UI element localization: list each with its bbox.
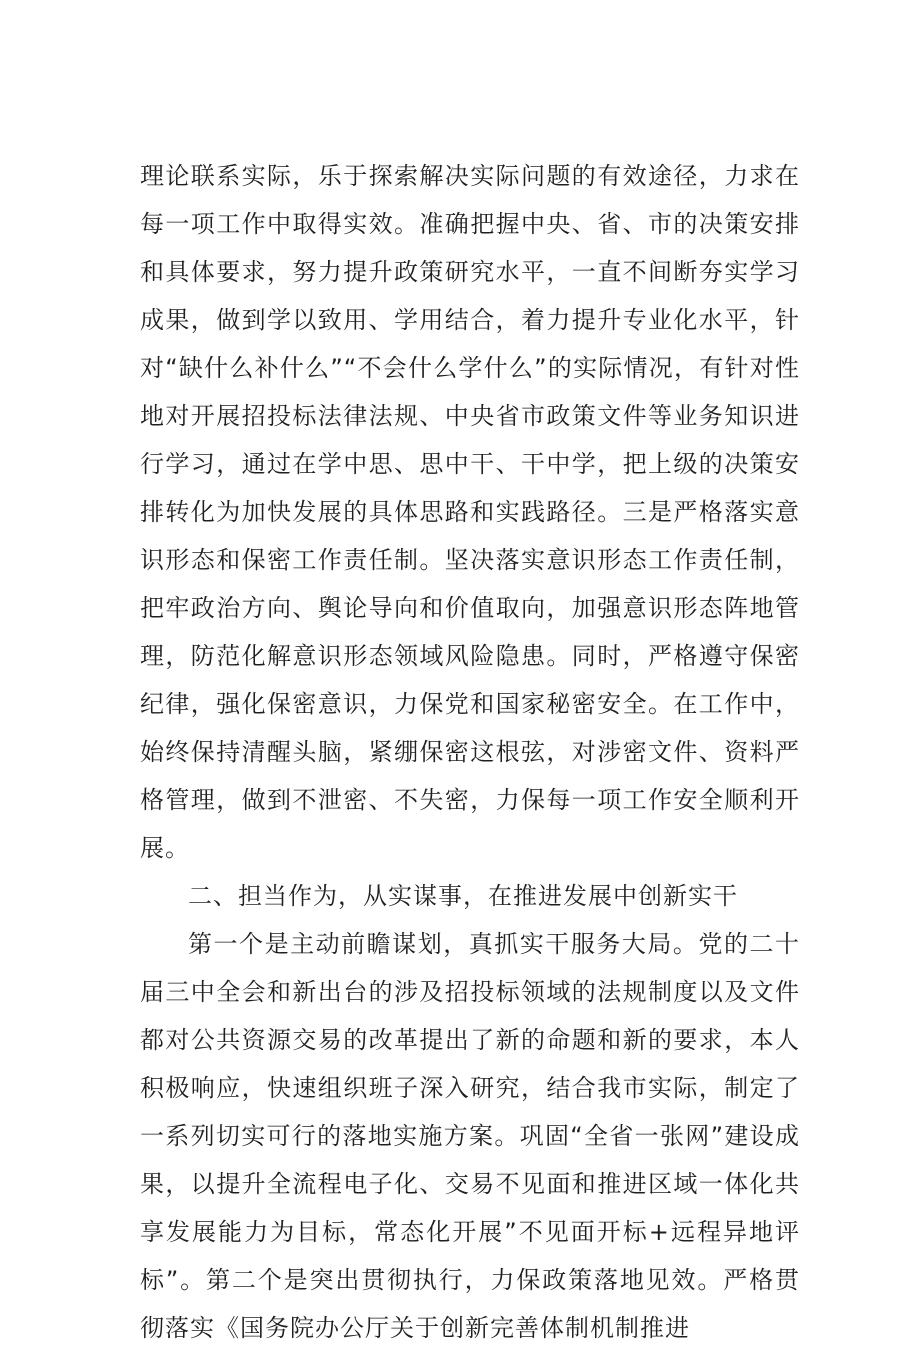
document-body — [140, 152, 800, 1352]
paragraph-body: 第一个是主动前瞻谋划，真抓实干服务大局。党的二十届三中全会和新出台的涉及招投标领域的法规制度以及文件都对公共资源交易的改革提出了新的命题和新的要求，本人积极响应，快速组织班子深入研究，结合我市实际，制定了一系列切实可行的落地实施方案。巩固“全省一张网”建设成果，以提升全流程电子化、交易不见面和推进区域一体化共享发展能力为目标，常态化开展”不见面开标+远程异地评标”。第二个是突出贯彻执行，力保政策落地见效。严格贯彻落实《国务院办公厅关于创新完善体制机制推进 — [140, 930, 800, 1342]
paragraph-continuation: 理论联系实际，乐于探索解决实际问题的有效途径，力求在每一项工作中取得实效。准确把握中央、省、市的决策安排和具体要求，努力提升政策研究水平，一直不间断夯实学习成果，做到学以致用、学用结合，着力提升专业化水平，针对“缺什么补什么”“不会什么学什么”的实际情况，有针对性地对开展招投标法律法规、中央省市政策文件等业务知识进行学习，通过在学中思、思中干、干中学，把上级的决策安排转化为加快发展的具体思路和实践路径。三是严格落实意识形态和保密工作责任制。坚决落实意识形态工作责任制，把牢政治方向、舆论导向和价值取向，加强意识形态阵地管理，防范化解意识形态领域风险隐患。同时，严格遵守保密纪律，强化保密意识，力保党和国家秘密安全。在工作中，始终保持清醒头脑，紧绷保密这根弦，对涉密文件、资料严格管理，做到不泄密、不失密，力保每一项工作安全顺利开展。 — [140, 162, 800, 862]
section-heading: 二、担当作为，从实谋事，在推进发展中创新实干 — [188, 882, 738, 910]
